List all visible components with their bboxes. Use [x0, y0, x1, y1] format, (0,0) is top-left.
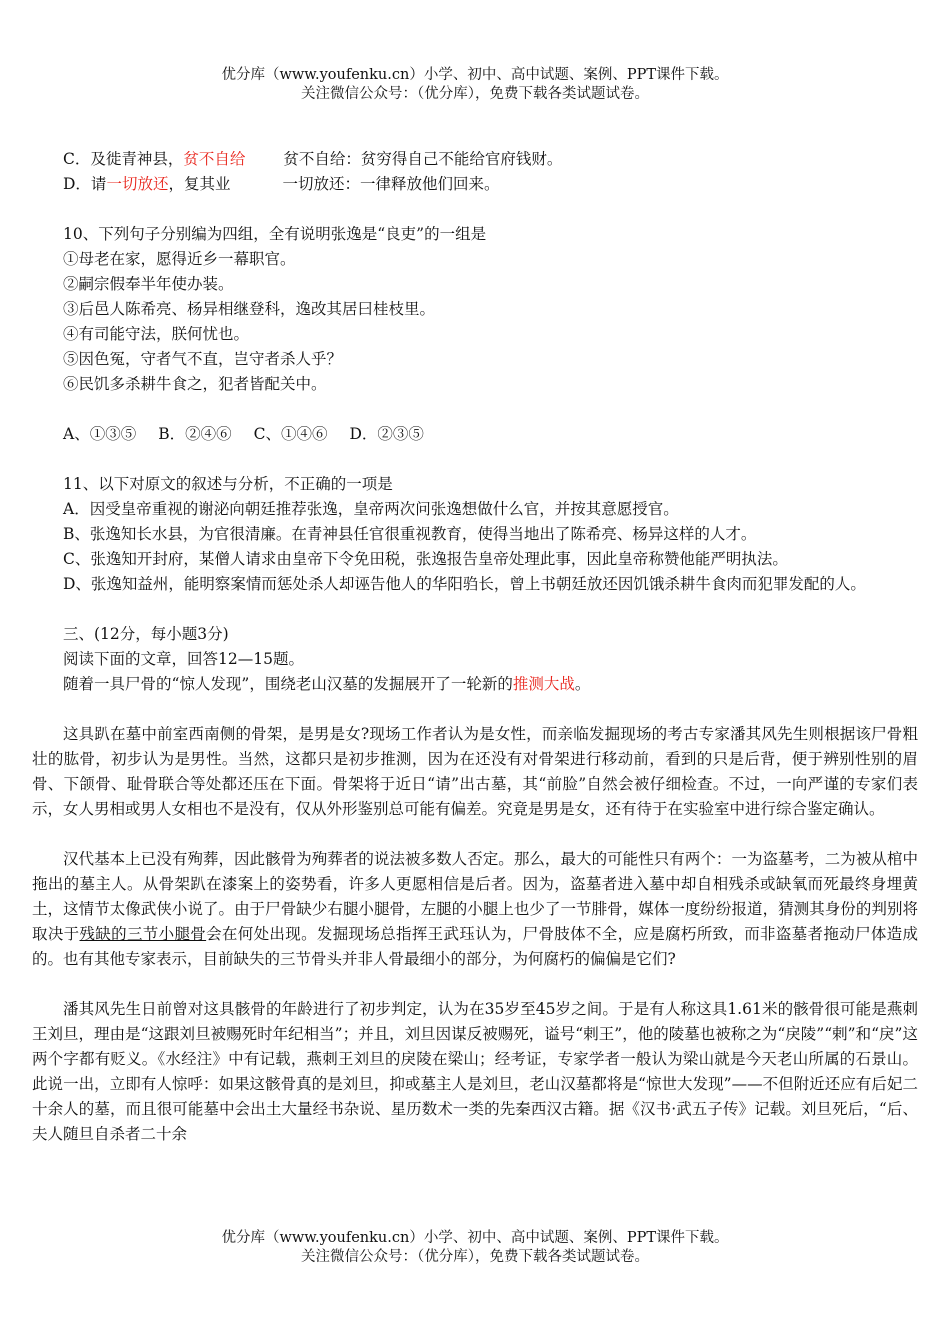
para2-text-b: 会在何处出现。发掘现场总指挥王武珏认为，尸骨肢体不全，应是腐朽所致，而非盗墓者拖动尸体造成的。也有其他专家表示，目前缺失的三节骨头并非人骨最细小的部分，为何腐朽的偏偏是它们?	[32, 925, 918, 968]
para2-underlined: 残缺的三节小腿骨	[79, 925, 207, 943]
para2-text-a: 汉代基本上已没有殉葬，因此骸骨为殉葬者的说法被多数人否定。那么，最大的可能性只有两个：一为盗墓考，二为被从棺中拖出的墓主人。从骨架趴在漆案上的姿势看，许多人更愿相信是后者。因为，盗墓者进入墓中却自相残杀或缺氧而死最终身埋黄土，这情节太像武侠小说了。由于尸骨缺少右腿小腿骨，左腿的小腿上也少了一节腓骨，媒体一度纷纷报道，猜测其身份的判别将取决于	[32, 850, 918, 943]
q11-option-a: A．因受皇帝重视的谢泌向朝廷推荐张逸，皇帝两次问张逸想做什么官，并按其意愿授官。	[63, 500, 679, 518]
q11-option-b: B、张逸知长水县，为官很清廉。在青神县任官很重视教育，使得当地出了陈希亮、杨异这样的人才。	[63, 525, 757, 543]
page-footer	[0, 1229, 950, 1267]
q9-d-highlight: 一切放还	[106, 175, 169, 193]
article-paragraph-3: 潘其风先生日前曾对这具骸骨的年龄进行了初步判定，认为在35岁至45岁之间。于是有人称这具1.61米的骸骨很可能是燕刺王刘旦，理由是“这跟刘旦被赐死时年纪相当”；并且，刘旦因谋反被赐死，谥号“剌王”，他的陵墓也被称之为“戾陵”“剌”和“戾”这两个字都有贬义。《水经注》中有记载，燕刺王刘旦的戾陵在梁山；经考证，专家学者一般认为梁山就是今天老山所属的石景山。此说一出，立即有人惊呼：如果这骸骨真的是刘旦，抑或墓主人是刘旦，老山汉墓都将是“惊世大发现”——不但附近还应有后妃二十余人的墓，而且很可能墓中会出土大量经书杂说、星历数术一类的先秦西汉古籍。据《汉书·武五子传》记载。刘旦死后，“后、夫人随旦自杀者二十余	[32, 1000, 918, 1143]
intro-end: 。	[574, 675, 591, 693]
q11-stem: 11、以下对原文的叙述与分析，不正确的一项是	[63, 475, 393, 493]
q10-item: ⑥民饥多杀耕牛食之，犯者皆配关中。	[63, 375, 327, 393]
q10-choice: D．②③⑤	[349, 425, 424, 443]
article-intro	[32, 672, 918, 697]
header-line-2: 关注微信公众号：（优分库），免费下载各类试题试卷。	[301, 86, 649, 102]
section-instruction: 阅读下面的文章，回答12—15题。	[63, 650, 304, 668]
q9-d-prefix: D．请	[63, 175, 107, 193]
q10-choice: A、①③⑤	[63, 425, 137, 443]
q9-c-text: C．及徙青神县，	[63, 150, 184, 168]
q9-d-suffix: ，复其业	[168, 175, 231, 193]
q10-item: ①母老在家，愿得近乡一幕职官。	[63, 250, 296, 268]
q10-choice: C、①④⑥	[253, 425, 328, 443]
q10-item: ⑤因色冤，守者气不直，岂守者杀人乎？	[63, 350, 343, 368]
page-header	[0, 66, 950, 104]
intro-highlight: 推测大战	[512, 675, 575, 693]
footer-line-2: 关注微信公众号：（优分库），免费下载各类试题试卷。	[301, 1249, 649, 1265]
q9-c-highlight: 贫不自给	[183, 150, 246, 168]
q9-option-c	[32, 147, 918, 172]
q11-option-c: C、张逸知开封府，某僧人请求由皇帝下令免田税，张逸报告皇帝处理此事，因此皇帝称赞他能严明执法。	[63, 550, 788, 568]
q10-item: ④有司能守法，朕何忧也。	[63, 325, 250, 343]
header-line-1: 优分库（www.youfenku.cn）小学、初中、高中试题、案例、PPT课件下载。	[221, 67, 729, 83]
q10-item: ③后邑人陈希亮、杨异相继登科，逸改其居曰桂枝里。	[63, 300, 436, 318]
q9-d-note: 一切放还：一律释放他们回来。	[282, 175, 500, 193]
q10-choices	[32, 422, 918, 447]
article-paragraph-2	[32, 847, 918, 972]
q10-choice: B．②④⑥	[158, 425, 232, 443]
section-title: 三、(12分，每小题3分)	[63, 625, 229, 643]
article-paragraph-1: 这具趴在墓中前室西南侧的骨架，是男是女?现场工作者认为是女性，而亲临发掘现场的考古专家潘其风先生则根据该尸骨粗壮的肱骨，初步认为是男性。当然，这都只是初步推测，因为在还没有对骨架进行移动前，看到的只是后背，便于辨别性别的眉骨、下颌骨、耻骨联合等处都还压在下面。骨架将于近日“请”出古墓，其“前脸”自然会被仔细检查。不过，一向严谨的专家们表示，女人男相或男人女相也不是没有，仅从外形鉴别总可能有偏差。究竟是男是女，还有待于在实验室中进行综合鉴定确认。	[32, 725, 918, 818]
q10-stem: 10、下列句子分别编为四组，全有说明张逸是“良吏”的一组是	[63, 225, 487, 243]
intro-text: 随着一具尸骨的“惊人发现”，围绕老山汉墓的发掘展开了一轮新的	[63, 675, 513, 693]
q9-option-d	[32, 172, 918, 197]
footer-line-1: 优分库（www.youfenku.cn）小学、初中、高中试题、案例、PPT课件下载。	[221, 1230, 729, 1246]
exam-content	[32, 147, 918, 1147]
q10-item: ②嗣宗假奉半年使办装。	[63, 275, 234, 293]
q9-c-note: 贫不自给：贫穷得自己不能给官府钱财。	[283, 150, 563, 168]
q11-option-d: D、张逸知益州，能明察案情而惩处杀人却诬告他人的华阳驺长，曾上书朝廷放还因饥饿杀耕牛食肉而犯罪发配的人。	[63, 575, 866, 593]
